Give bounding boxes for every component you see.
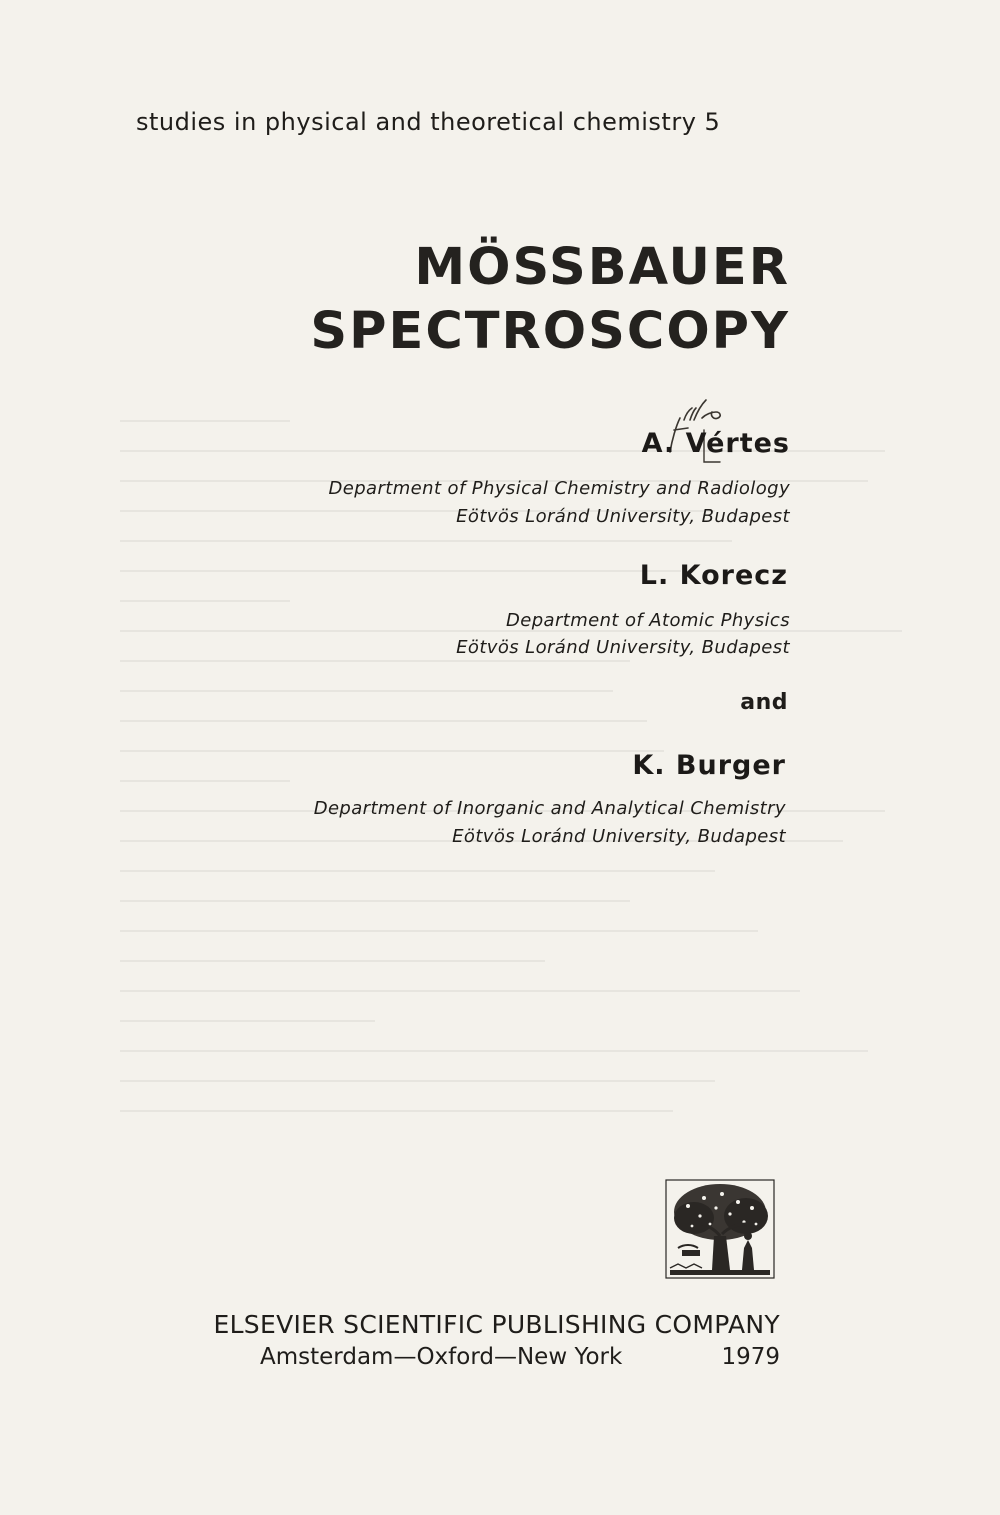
author-affiliation-2-line-2: Eötvös Loránd University, Budapest [456,637,790,658]
elsevier-tree-logo-icon [664,1178,776,1280]
publisher-name: ELSEVIER SCIENTIFIC PUBLISHING COMPANY [213,1310,780,1339]
author-affiliation-1-line-1: Department of Physical Chemistry and Radiology [328,478,790,499]
author-affiliation-1-line-2: Eötvös Loránd University, Budapest [456,506,790,527]
author-affiliation-2-line-1: Department of Atomic Physics [505,610,790,631]
series-title: studies in physical and theoretical chemistry 5 [136,108,721,136]
publisher-places: Amsterdam—Oxford—New York [260,1344,623,1370]
author-name-1: A. Vértes [641,428,790,459]
book-title-line-2: SPECTROSCOPY [310,302,790,361]
author-affiliation-3-line-2: Eötvös Loránd University, Budapest [452,826,786,847]
author-name-2: L. Korecz [639,560,788,591]
author-affiliation-3-line-1: Department of Inorganic and Analytical Chemistry [313,798,786,819]
book-title-line-1: MÖSSBAUER [414,238,790,297]
publication-year: 1979 [721,1344,780,1370]
author-name-3: K. Burger [632,750,786,781]
conjunction-and: and [740,690,788,715]
